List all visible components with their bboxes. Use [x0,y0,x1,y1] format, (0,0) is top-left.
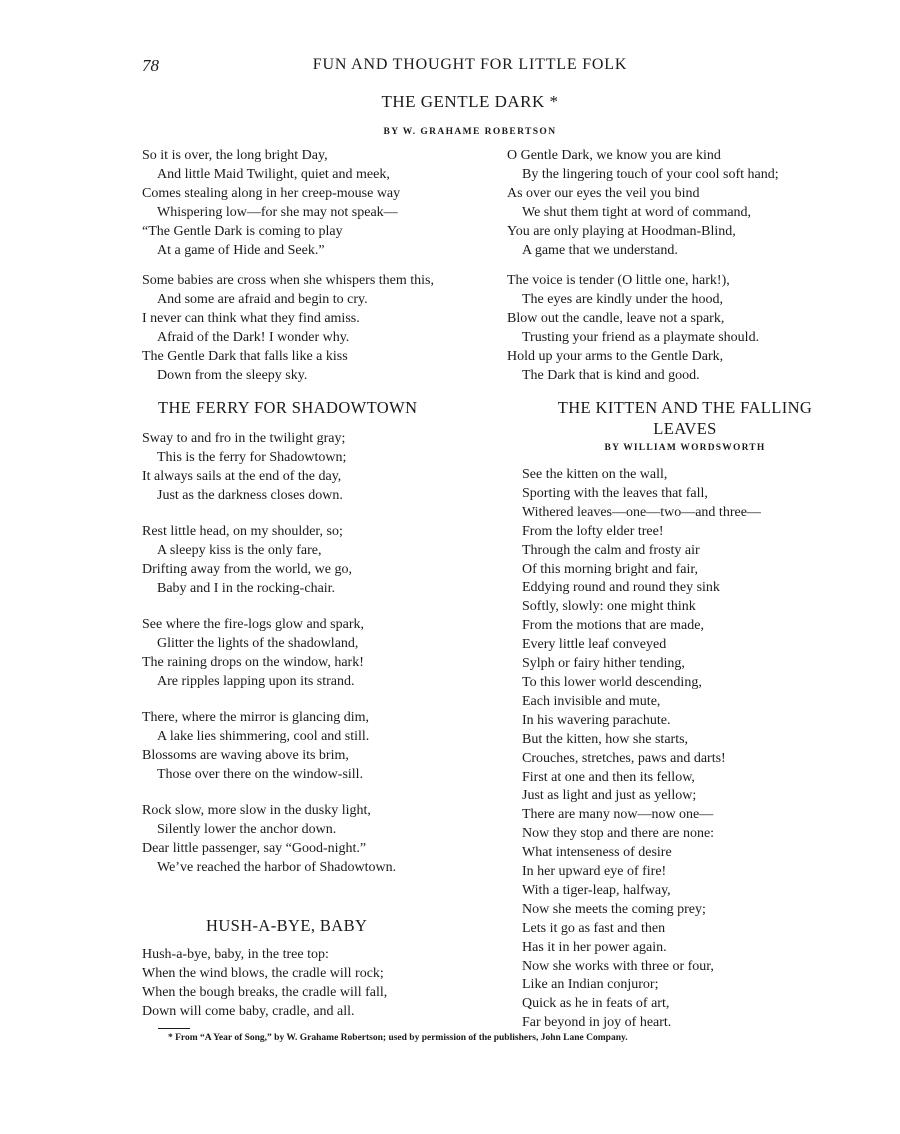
poem-line: Sylph or fairy hither tending, [522,656,685,672]
ferry-stanza-2 [142,523,497,599]
running-head [0,56,900,74]
poem-line: Withered leaves—one—two—and three— [522,504,761,520]
footnote-rule [158,1028,190,1029]
poem-line: But the kitten, how she starts, [522,731,689,747]
poem-line: See where the fire-logs glow and spark, [142,617,364,632]
footnote: * From “A Year of Song,” by W. Grahame Robertson; used by permission of the publishers, John Lane Company. [168,1033,628,1043]
poem-line: Now she meets the coming prey; [522,901,706,917]
poem-line: Down from the sleepy sky. [157,367,308,383]
gentle-dark-right-column-2 [507,272,857,385]
poem-line: Comes stealing along in her creep-mouse way [142,185,401,201]
poem-line: Some babies are cross when she whispers them this, [142,273,434,288]
poem-line: What intenseness of desire [522,845,672,861]
kitten-title [520,397,850,453]
hushabye-stanza [142,946,497,1022]
poem-line: Rock slow, more slow in the dusky light, [142,803,371,818]
page-number: 78 [142,56,159,75]
poem-line: See the kitten on the wall, [522,467,668,482]
poem-line: Eddying round and round they sink [522,580,720,596]
poem-line: Through the calm and frosty air [522,542,700,558]
ferry-stanza-3 [142,616,497,692]
poem-line: Are ripples lapping upon its strand. [157,673,355,689]
poem-line: Now they stop and there are none: [522,826,715,842]
hushabye-title [206,915,561,936]
gentle-dark-stanza-1 [142,147,497,260]
poem-line: Quick as he in feats of art, [522,996,670,1012]
kitten-title-line1: THE KITTEN AND THE FALLING [557,398,813,417]
poem-line: When the bough breaks, the cradle will fall, [142,984,388,1000]
poem-line: When the wind blows, the cradle will rock; [142,965,384,981]
poem-line: Down will come baby, cradle, and all. [142,1003,355,1019]
ferry-stanza-5 [142,802,497,878]
poem-line: A game that we understand. [522,242,678,258]
poem-line: Afraid of the Dark! I wonder why. [157,329,350,345]
poem-line: Softly, slowly: one might think [522,599,696,615]
poem-line: “The Gentle Dark is coming to play [142,223,343,239]
poem-line: Of this morning bright and fair, [522,561,698,577]
poem-line: Just as the darkness closes down. [157,487,343,503]
gentle-dark-stanza-3 [507,147,857,260]
poem-line: In her upward eye of fire! [522,864,667,880]
poem-line: A lake lies shimmering, cool and still. [157,728,370,744]
poem-line: Sporting with the leaves that fall, [522,485,708,501]
poem-line: Rest little head, on my shoulder, so; [142,524,343,539]
gentle-dark-left-column-2 [142,272,497,385]
poem-line: The voice is tender (O little one, hark!), [507,273,730,288]
poem-line: The Gentle Dark that falls like a kiss [142,348,348,364]
poem-line: Lets it go as fast and then [522,920,666,936]
gentle-dark-byline: BY W. GRAHAME ROBERTSON [383,127,557,137]
poem-line: Silently lower the anchor down. [157,821,337,837]
poem-line: O Gentle Dark, we know you are kind [507,148,721,163]
poem-line: In his wavering parachute. [522,712,671,728]
poem-line [142,147,497,166]
poem-line: Far beyond in joy of heart. [522,1015,672,1031]
kitten-title-line2: LEAVES [653,419,717,438]
poem-line-text: So it is over, the long bright Day, [142,148,328,163]
poem-line: You are only playing at Hoodman-Blind, [507,223,736,239]
gentle-dark-left-column [142,147,497,260]
poem-line: Trusting your friend as a playmate should. [522,329,760,345]
ferry-title [158,397,513,418]
poem-line: We shut them tight at word of command, [522,204,752,220]
poem-line: It always sails at the end of the day, [142,468,342,484]
poem-line: Drifting away from the world, we go, [142,561,352,577]
poem-line: Glitter the lights of the shadowland, [157,635,359,651]
poem-line: And little Maid Twilight, quiet and meek, [157,166,390,182]
poem-line: Now she works with three or four, [522,958,714,974]
poem-line: From the motions that are made, [522,618,704,634]
poem-line: Baby and I in the rocking-chair. [157,580,336,596]
poem-line: Each invisible and mute, [522,693,661,709]
ferry-title-text: THE FERRY FOR SHADOWTOWN [158,398,418,417]
poem-line: And some are afraid and begin to cry. [157,291,368,307]
poem-line: Has it in her power again. [522,939,667,955]
poem-line: The raining drops on the window, hark! [142,654,364,670]
poem-line: Crouches, stretches, paws and darts! [522,750,726,766]
poem-line: With a tiger-leap, halfway, [522,882,671,898]
poem-line: Sway to and fro in the twilight gray; [142,431,346,446]
hushabye-title-text: HUSH-A-BYE, BABY [206,916,368,935]
poem-line: Whispering low—for she may not speak— [157,204,398,220]
ferry-stanza-4 [142,709,497,785]
poem-line: I never can think what they find amiss. [142,310,360,326]
gentle-dark-stanza-2 [142,272,497,385]
poem-line: Those over there on the window-sill. [157,766,364,782]
poem-line: First at one and then its fellow, [522,769,695,785]
poem-line: From the lofty elder tree! [522,523,664,539]
gentle-dark-title: THE GENTLE DARK * [381,92,559,111]
poem-line: At a game of Hide and Seek.” [157,242,325,258]
poem-line: By the lingering touch of your cool soft hand; [522,166,779,182]
running-head-text: FUN AND THOUGHT FOR LITTLE FOLK [312,56,628,73]
poem-line: As over our eyes the veil you bind [507,185,700,201]
poem-line: Dear little passenger, say “Good-night.” [142,840,367,856]
poem-line: Blow out the candle, leave not a spark, [507,310,725,326]
poem-line: To this lower world descending, [522,674,702,690]
poem-line: This is the ferry for Shadowtown; [157,449,347,465]
gentle-dark-stanza-4 [507,272,857,385]
poem-line: Blossoms are waving above its brim, [142,747,349,763]
poem-line: Hush-a-bye, baby, in the tree top: [142,947,329,962]
poem-line: A sleepy kiss is the only fare, [157,542,322,558]
poem-line: We’ve reached the harbor of Shadowtown. [157,859,397,875]
poem-line: Hold up your arms to the Gentle Dark, [507,348,724,364]
ferry-stanza-1 [142,430,497,506]
poem-line: There, where the mirror is glancing dim, [142,710,370,725]
poem-line: The Dark that is kind and good. [522,367,700,383]
kitten-poem [522,466,872,1033]
gentle-dark-right-column [507,147,857,260]
poem-line: Just as light and just as yellow; [522,788,697,804]
poem-line: Every little leaf conveyed [522,637,667,653]
poem-line: There are many now—now one— [522,807,714,823]
poem-line: Like an Indian conjuror; [522,977,659,993]
poem-line: The eyes are kindly under the hood, [522,291,723,307]
kitten-byline: BY WILLIAM WORDSWORTH [604,443,766,453]
